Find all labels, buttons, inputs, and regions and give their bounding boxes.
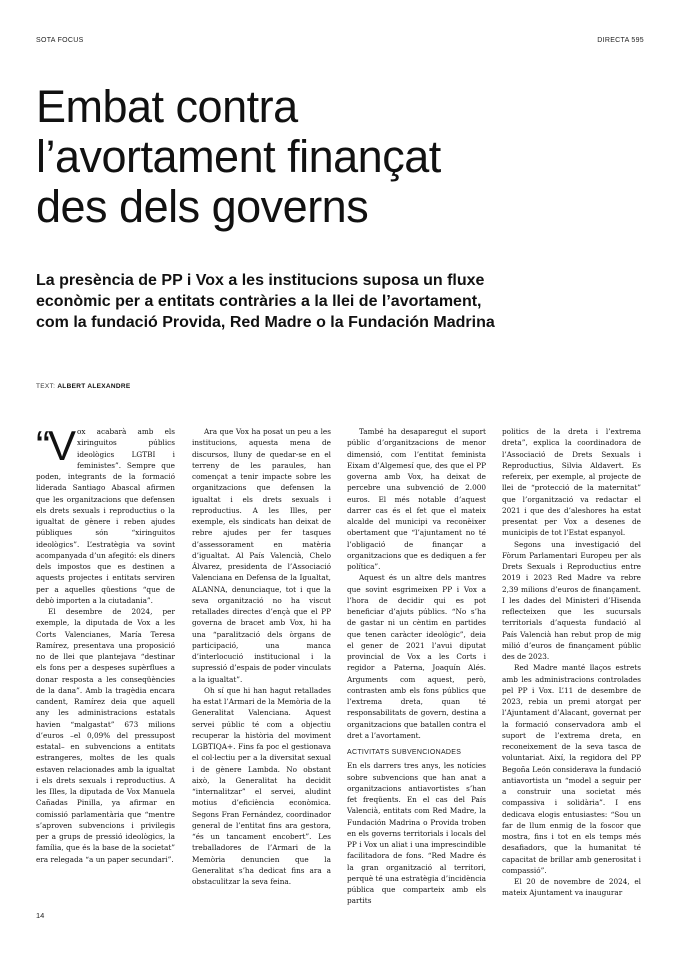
article-subtitle [36,270,656,333]
byline [36,383,130,390]
paragraph: ox acabarà amb els xiringuitos públics ideològics LGTBI i feministes”. Sempre que poden, integrants de la formació liderada Santiago Abascal afirmen que les organitzacions que defensen els drets sexuals i reproductius o la igualtat de gènere i reben ajudes públiques són “xiringuitos ideològics”. L’estratègia va sovint acompanyada d’un afegitó: els diners dels impostos que es destinen a aquests projectes i entitats serviren per a aquelles qüestions “que de debò importen a la ciutadania”. [36,427,175,605]
paragraph: Red Madre manté llaços estrets amb les administracions controlades pel PP i Vox. L’11 de desembre de 2023, rebia un premi atorgat per l’Ajuntament d’Alacant, governat per la formació conservadora amb el suport de l’extrema dreta, en reconeixement de la seva tasca de voluntariat. Així, la regidora del PP Begoña León considerava la fundació antiavortista un “model a seguir per a construir una societat més compassiva i solidària”. I ens dedicava elogis entusiastes: “Sou un far de llum enmig de la foscor que mostra, fins i tot en els temps més desafiadors, que la humanitat té capacitat de brillar amb generositat i compassió”. [502,663,641,875]
drop-cap: “V [36,422,74,469]
subtitle-line: com la fundació Provida, Red Madre o la Fundación Madrina [36,314,495,331]
paragraph: Oh sí que hi han hagut retallades ha estat l’Armari de la Memòria de la Generalitat Valenciana. Aquest servei públic té com a objectiu recuperar la història del moviment LGBTIQA+. Fins fa poc el gestionava el col·lectiu per a la diversitat sexual i de gènere Lambda. No obstant això, la Generalitat ha decidit “internalitzar” el servei, aludint motius d’eficiència econòmica. Segons Fran Fernández, coordinador general de l’entitat fins ara gestora, “és un tancament encobert”. Les treballadores de l’Armari de la Memòria denuncien que la Generalitat s’ha dedicat fins ara a obstaculitzar la seva feina. [192,685,331,886]
paragraph: politics de la dreta i l’extrema dreta”, explica la coordinadora de l’Associació de Drets Sexuals i Reproductius, Silvia Aldavert. Es refereix, per exemple, al projecte de llei de “protecció de la maternitat” que l’organització va redactar el 2021 i que des d’aleshores ha estat presentat per Vox a desenes de municipis de tot l’Estat espanyol. [502,427,641,538]
paragraph: Segons una investigació del Fòrum Parlamentari Europeu per als Drets Sexuals i Reproductius entre 2019 i 2023 Red Madre va rebre 2,39 milions d’euros de finançament. I les dades del Ministeri d’Hisenda reflecteixen que les sucursals territorials d’aquesta fundació al País Valencià han rebut prop de mig milió d’euros de finançament públic des de 2023. [502,539,641,661]
column-3 [347,426,486,907]
paragraph: També ha desaparegut el suport públic d’organitzacions de menor dimensió, com l’entitat feminista Eixam d’Algemesí que, des que el PP governa amb Vox, ha deixat de percebre una subvenció de 2.000 euros. El més notable d’aquest darrer cas és el fet que el mateix alcalde del municipi va reconèixer obertament que “l’ajuntament no té l’obligació de finançar a organitzacions que es dediquen a fer política”. [347,427,486,571]
paragraph: Ara que Vox ha posat un peu a les institucions, aquesta mena de discursos, lluny de quedar-se en el terreny de les paraules, han començat a tenir impacte sobre les organitzacions que defensen la igualtat i els drets sexuals i reproductius. A les Illes, per exemple, els sindicats han deixat de rebre ajudes per fer tasques d’assessorament en matèria d’igualtat. Al País Valencià, Chelo Álvarez, presidenta de l’Associació Valenciana en Defensa de la Igualtat, ALANNA, denunciaque, tot i que la seva organització no ha viscut retallades directes d’ençà que el PP governa de bracet amb Vox, hi ha una “paralització dels òrgans de participació, una manca d’interlocució institucional i la supressió d’espais de poder vinculats a la igualtat”. [192,427,331,684]
paragraph: El 20 de novembre de 2024, el mateix Ajuntament va inaugurar [502,877,641,898]
page-number: 14 [36,911,45,920]
byline-label: TEXT: [36,383,56,390]
column-4 [502,426,641,899]
article-title [36,82,636,232]
section-heading: ACTIVITATS SUBVENCIONADES [347,749,462,756]
paragraph: El desembre de 2024, per exemple, la diputada de Vox a les Corts Valencianes, María Teresa Ramírez, presentava una proposició no de llei que plantejava “destinar els fons per a despeses supèrflues a donar resposta a les conseqüències de la dana”. Amb la tragèdia encara candent, Ramírez deia que aquell any les administracions estatals havien “malgastat” 673 milions d’euros –el 0,09% del pressupost estatal– en subvencions a entitats estrangeres, moltes de les quals estaven relacionades amb la igualtat i els drets sexuals i reproductius. A les Illes, la diputada de Vox Manuela Cañadas Pinilla, ya afirmar en comissió parlamentària que “mentre s’aproven subvencions i privilegis per a grups de pressió ideològics, la família, que és la base de la societat” era relegada “a un paper secundari”. [36,607,175,864]
title-line: l’avortament finançat [36,131,441,182]
title-line: des dels governs [36,181,369,232]
paragraph: En els darrers tres anys, les notícies sobre subvencions que han anat a organitzacions antiavortistes s’han fet freqüents. En el cas del País Valencià, entitats com Red Madre, la Fundación Madrina o Provida troben en els governs territorials i locals del PP i Vox un aliat i una imprescindible facilitadora de fons. “Red Madre és la gran organització al territori, perquè té una estratègia d’incidència pública que comparteix amb els partits [347,761,486,906]
subtitle-line: econòmic per a entitats contràries a la llei de l’avortament, [36,293,482,310]
byline-author: ALBERT ALEXANDRE [57,383,131,390]
column-1 [36,422,175,865]
paragraph: Aquest és un altre dels mantres que sovint esgrimeixen PP i Vox a l’hora de decidir qui es pot beneficiar d’ajuts públics. “No s’ha de gastar ni un cèntim en partides que tenen caràcter ideològic”, deia el gener de 2021 l’avui diputat provincial de Vox a les Corts i regidor a Paterna, Joaquín Alés. Arguments com aquest, però, contrasten amb els fons públics que l’extrema dreta, quan té responsabilitats de govern, destina a organitzacions que batallen contra el dret a l’avortament. [347,573,486,740]
column-2 [192,426,331,887]
subtitle-line: La presència de PP i Vox a les institucions suposa un fluxe [36,272,485,289]
title-line: Embat contra [36,81,298,132]
section-label: SOTA FOCUS [36,37,84,44]
magazine-issue: DIRECTA 595 [597,37,644,44]
